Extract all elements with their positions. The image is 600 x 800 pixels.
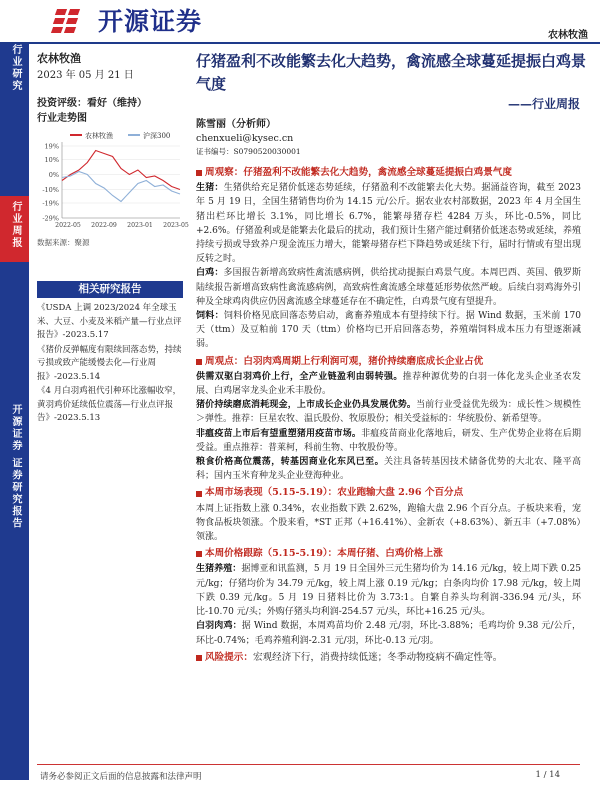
paragraph [196, 562, 581, 619]
related-item[interactable]: 《USDA 上调 2023/2024 年全球玉米、大豆、小麦及米稻产量—行业点评报告》-2023.5.17 [37, 303, 182, 340]
chart-source: 数据来源：聚源 [37, 238, 90, 247]
header-divider [0, 42, 600, 44]
x-tick-label: 2022-05 [55, 222, 81, 229]
paragraph-text: 当前行业受益优先级为：成长性＞规模性＞弹性。推荐：巨星农牧、温氏股份、牧原股份；相关受益标的：华统股份、新希望等。 [196, 400, 581, 425]
related-research-list [37, 302, 183, 427]
footer-disclaimer: 请务必参阅正文后面的信息披露和法律声明 [40, 772, 202, 782]
brand-name: 开源证券 [98, 7, 203, 36]
section-title: 周观察：仔猪盈利不改能繁去化大趋势，禽流感全球蔓延提振白鸡景气度 [205, 167, 512, 178]
related-research-header: 相关研究报告 [37, 281, 183, 298]
y-tick-label: -10% [42, 186, 59, 194]
author-block [196, 118, 301, 159]
paragraph-key: 非瘟疫苗上市后有望重塑猪用疫苗市场。 [196, 428, 362, 439]
paragraph-key: 猪价持续磨底消耗现金，上市成长企业仍具发展优势。 [196, 400, 417, 411]
x-tick-label: 2023-05 [163, 222, 189, 229]
y-tick-label: -29% [42, 214, 59, 223]
section-title: 本周市场表现（5.15-5.19）：农业跑输大盘 2.96 个百分点 [205, 487, 464, 499]
sidebar-label-top: 行业研究 [10, 44, 21, 92]
section-heading [196, 486, 581, 500]
paragraph-key: 生猪： [196, 183, 224, 194]
paragraph-text: 非瘟疫苗商业化落地后，研发、生产优势企业将在后期受益。重点推荐：普莱柯，科前生物、中牧股份等。 [196, 428, 581, 453]
paragraph-text: 关注具备转基因技术储备优势的大北农、隆平高科；国内玉米育种龙头企业登海种业。 [196, 457, 581, 482]
legend-label: 农林牧渔 [85, 132, 113, 140]
series-line [62, 172, 180, 202]
y-tick-label: 10% [44, 156, 59, 164]
x-tick-label: 2023-01 [127, 222, 153, 229]
paragraph-key: 生猪养殖： [196, 564, 242, 575]
paragraph [196, 181, 581, 266]
author-name: 陈雪丽（分析师） [196, 119, 276, 130]
paragraph-key: 白羽肉鸡： [196, 621, 242, 632]
paragraph-text: 推荐种源优势的白羽一体化龙头企业圣农发展、白鸡屠宰龙头企业禾丰股份。 [196, 371, 581, 397]
related-item[interactable]: 《猪价反弹幅度有限续回落态势，持续亏损或致产能缓慢去化—行业周报》-2023.5.14 [37, 344, 182, 382]
section-title: 本周价格跟踪（5.15-5.19）：本周仔猪、白鸡价格上涨 [205, 548, 443, 560]
sector-name: 农林牧渔 [37, 52, 81, 65]
paragraph: 本周上证指数上涨 0.34%，农业指数下跌 2.62%，跑输大盘 2.96 个百分点。子板块来看，宠物食品板块领涨。个股来看，*ST 正邦（+16.41%）、金新农（+8.63%）、新五丰（+7.08%）领涨。 [196, 503, 581, 543]
paragraph [196, 427, 581, 455]
y-tick-label: 19% [44, 142, 59, 151]
paragraph [196, 455, 581, 483]
sidebar-label-bottom: 开源证券 证券研究报告 [10, 404, 21, 530]
paragraph-key: 粮食价格高位震荡，转基因商业化东风已至。 [196, 457, 384, 468]
paragraph-text: 多国报告新增高致病性禽流感病例，供给扰动提振白鸡景气度。本周巴西、英国、俄罗斯陆续报告新增高致病性禽流感病例，高致病性禽流感全球蔓延形势依然严峻。后续白羽鸡海外引种及全球鸡肉供应仍因禽流感全球蔓延存在不确定性，白鸡景气度有望提升。 [196, 268, 581, 307]
paragraph-key: 供需双驱白羽鸡价上行，全产业链盈利由弱转强。 [196, 371, 403, 382]
y-tick-label: -19% [42, 199, 59, 208]
logo-mark-icon [52, 5, 92, 35]
page-number: 1 / 14 [535, 770, 560, 780]
paragraph [196, 370, 581, 398]
paragraph [196, 398, 581, 426]
trend-chart [34, 128, 189, 238]
paragraph-text: 据博亚和讯监测，5 月 19 日全国外三元生猪均价为 14.16 元/kg，较上周下跌 0.25 元/kg；仔猪均价为 34.79 元/kg，较上周上涨 0.19 元/kg；白条肉均价 17.98 元/kg，较上周下跌 0.39 元/kg。5 月 19 日猪料比价为 3.73:1。自繁自养头均利润-336.94 元/头，环比-10.70 元/头；外购仔猪头均利润-254.57 元/头，环比+16.25 元/头。 [196, 564, 581, 618]
bullet-square-icon [196, 655, 202, 661]
paragraph [196, 266, 581, 309]
paragraph [196, 309, 581, 352]
section-title: 周观点：白羽肉鸡周期上行利润可观，猪价持续磨底成长企业占优 [205, 355, 484, 367]
paragraph-text: 饲料价格见底回落态势启动，禽畜养殖成本有望持续下行。据 Wind 数据，玉米前 170 天（ttm）及豆粕前 170 天（ttm）价格均已开启回落态势，养殖端饲料成本压力有望逐渐减弱。 [196, 311, 581, 350]
footer-divider [37, 764, 580, 765]
trend-chart-title: 行业走势图 [37, 113, 87, 124]
report-date: 2023 年 05 月 21 日 [37, 70, 134, 81]
series-line [62, 151, 180, 190]
legend-label: 沪深300 [143, 132, 171, 140]
brand-logo [52, 2, 202, 38]
paragraph-key: 饲料： [196, 311, 224, 322]
report-body [196, 163, 581, 666]
paragraph-text: 生猪供给充足猪价低迷态势延续，仔猪盈利不改能繁去化大势。据涌益咨询，截至 2023 年 5 月 19 日，全国生猪销售均价为 14.15 元/公斤。据农业农村部数据，2023 年 4 月全国生猪出栏环比增长 3.1%，同比增长 6.7%，能繁母猪存栏 4284 万头，环比-0.5%，同比+2.6%。仔猪盈利或是能繁去化最后的扰动，我们预计生猪产能过剩猪价低迷态势或延续，养殖持续亏损或导致养户现金流压力增大，能繁母猪存栏下降趋势或延续下行，届时行情或有望出现反转之时。 [196, 183, 581, 265]
y-tick-label: 0% [48, 171, 59, 179]
report-category: 农林牧渔 [548, 30, 588, 41]
author-email[interactable]: chenxueli@kysec.cn [196, 132, 294, 144]
paragraph-key: 白鸡： [196, 268, 224, 279]
report-title: 仔猪盈利不改能繁去化大趋势，禽流感全球蔓延提振白鸡景气度 [196, 52, 587, 93]
section-heading [196, 166, 581, 180]
bullet-square-icon [196, 551, 202, 557]
author-cert: 证书编号：S0790520030001 [196, 147, 301, 156]
bullet-square-icon [196, 170, 202, 176]
section-heading [196, 355, 581, 369]
paragraph-text: 据 Wind 数据，本周鸡苗均价 2.48 元/羽，环比-3.88%；毛鸡均价 9.38 元/公斤，环比-0.74%；毛鸡养殖利润-2.31 元/羽，环比-0.13 元/羽。 [196, 621, 581, 646]
report-subtitle: ——行业周报 [507, 97, 580, 111]
paragraph [196, 619, 581, 647]
bullet-square-icon [196, 491, 202, 497]
sidebar-label-red: 行业周报 [10, 201, 21, 249]
section-title: 风险提示： [205, 651, 253, 663]
risk-text: 宏观经济下行，消费持续低迷；冬季动物疫病不确定性等。 [252, 651, 503, 663]
related-item[interactable]: 《4 月白羽鸡祖代引种环比涨幅收窄，黄羽鸡价延续低位震荡—行业点评报告》-2023.5.13 [37, 386, 182, 423]
section-heading [196, 651, 581, 665]
investment-rating: 投资评级：看好（维持） [37, 98, 147, 109]
x-tick-label: 2022-09 [91, 222, 117, 229]
bullet-square-icon [196, 359, 202, 365]
section-heading [196, 547, 581, 561]
